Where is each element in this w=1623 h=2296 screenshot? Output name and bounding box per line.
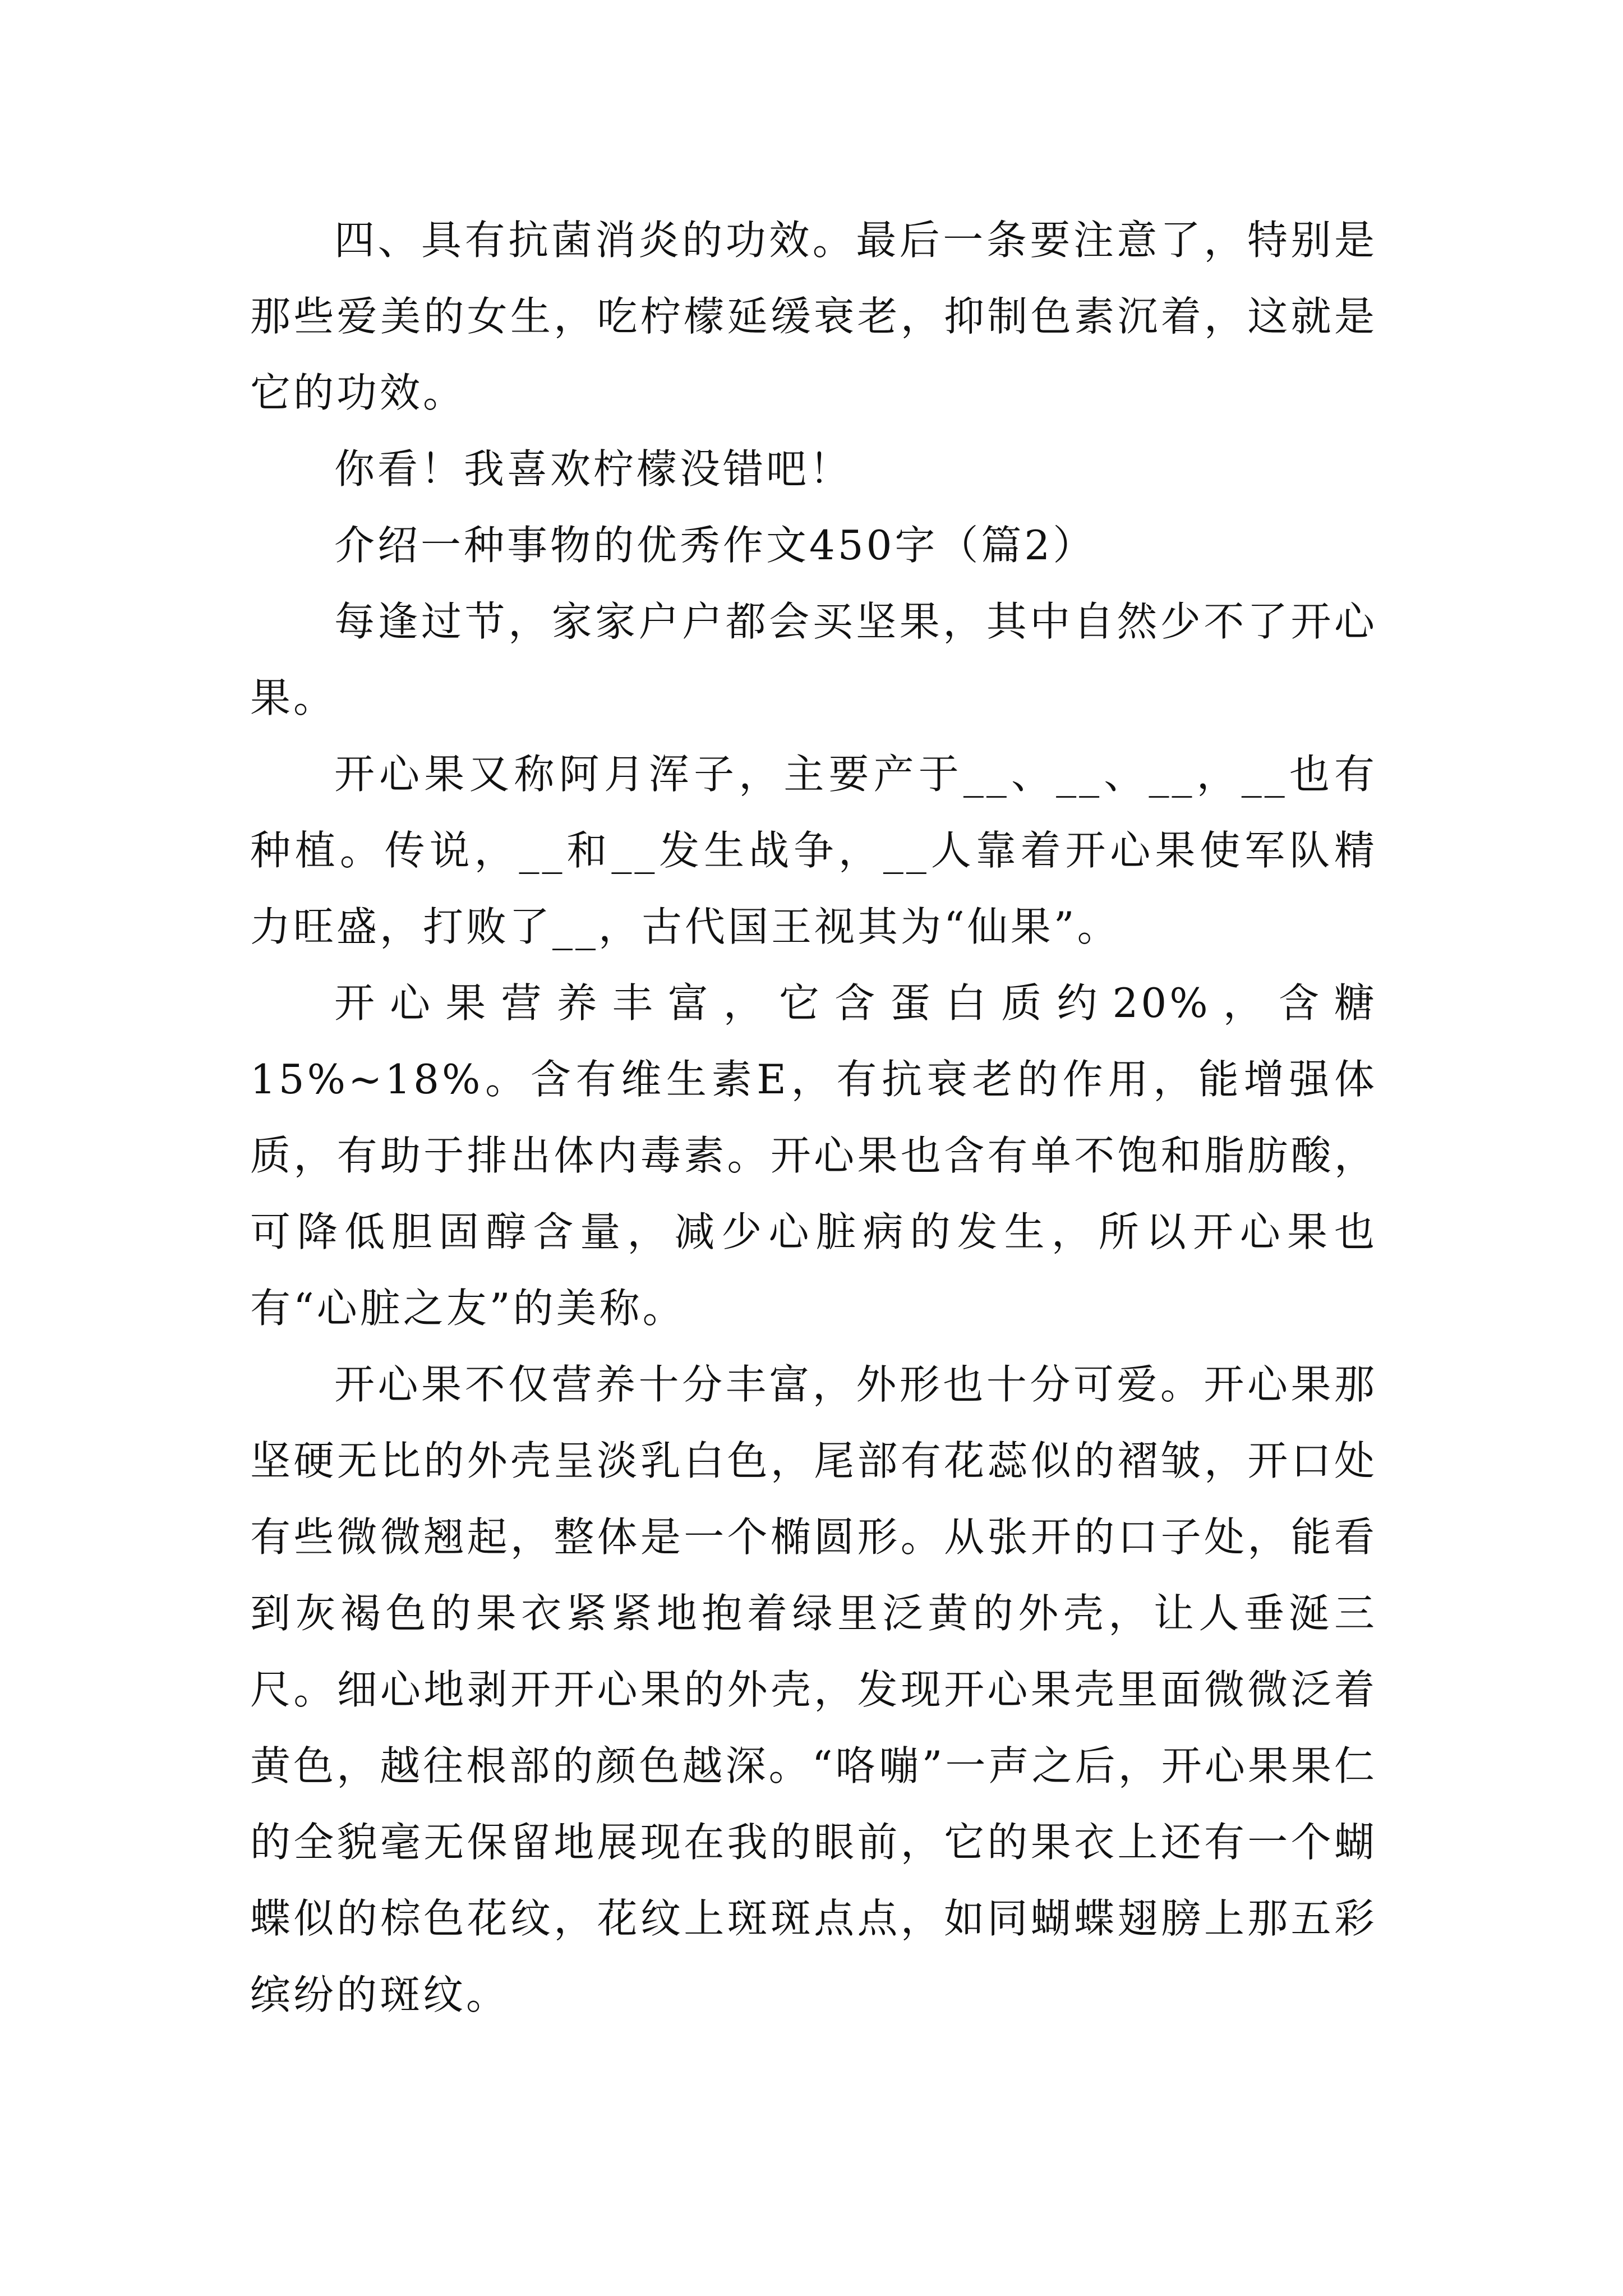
paragraph-nutrition: 开心果营养丰富，它含蛋白质约20%，含糖15%~18%。含有维生素E，有抗衰老的作用，能增强体质，有助于排出体内毒素。开心果也含有单不饱和脂肪酸，可降低胆固醇含量，减少心脏病的发生，所以开心果也有“心脏之友”的美称。 (250, 979, 1377, 1332)
document-body (250, 202, 1377, 2033)
essay-heading: 介绍一种事物的优秀作文450字（篇2） (334, 522, 1096, 569)
paragraph-antibacterial: 四、具有抗菌消炎的功效。最后一条要注意了，特别是那些爱美的女生，吃柠檬延缓衰老，抑制色素沉着，这就是它的功效。 (250, 217, 1377, 416)
paragraph-conclusion: 你看！我喜欢柠檬没错吧！ (334, 445, 853, 493)
paragraph-appearance: 开心果不仅营养十分丰富，外形也十分可爱。开心果那坚硬无比的外壳呈淡乳白色，尾部有花蕊似的褶皱，开口处有些微微翘起，整体是一个椭圆形。从张开的口子处，能看到灰褐色的果衣紧紧地抱着绿里泛黄的外壳，让人垂涎三尺。细心地剥开开心果的外壳，发现开心果壳里面微微泛着黄色，越往根部的颜色越深。“咯嘣”一声之后，开心果果仁的全貌毫无保留地展现在我的眼前，它的果衣上还有一个蝴蝶似的棕色花纹，花纹上斑斑点点，如同蝴蝶翅膀上那五彩缤纷的斑纹。 (250, 1361, 1377, 2018)
paragraph-festival: 每逢过节，家家户户都会买坚果，其中自然少不了开心果。 (250, 598, 1377, 721)
paragraph-origin: 开心果又称阿月浑子，主要产于__、__、__，__也有种植。传说，__和__发生战争，__人靠着开心果使军队精力旺盛，打败了__，古代国王视其为“仙果”。 (250, 751, 1377, 950)
